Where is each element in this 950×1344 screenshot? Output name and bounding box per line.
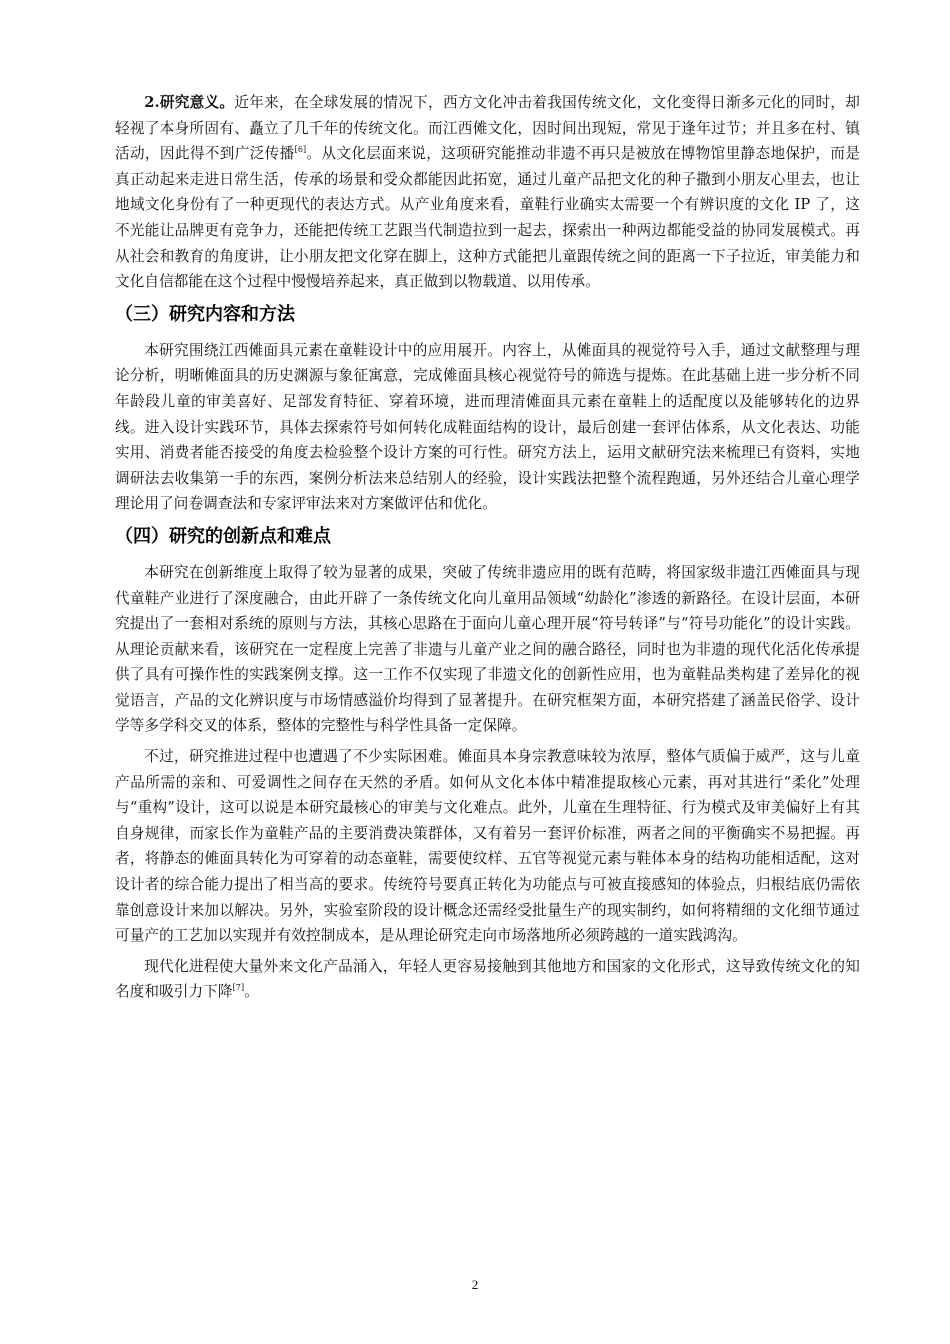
paragraph-research-significance: [115, 90, 860, 295]
page-content: [115, 90, 860, 1010]
paragraph-lead-label: 2.研究意义。: [144, 94, 235, 111]
paragraph-innovation: 本研究在创新维度上取得了较为显著的成果，突破了传统非遗应用的既有范畴，将国家级非遗江西傩面具与现代童鞋产业进行了深度融合，由此开辟了一条传统文化向儿童用品领域“幼龄化”渗透的新路径。在设计层面，本研究提出了一套相对系统的原则与方法，其核心思路在于面向儿童心理开展“符号转译”与“符号功能化”的设计实践。从理论贡献来看，该研究在一定程度上完善了非遗与儿童产业之间的融合路径，同时也为非遗的现代化活化传承提供了具有可操作性的实践案例支撑。这一工作不仅实现了非遗文化的创新性应用，也为童鞋品类构建了差异化的视觉语言，产品的文化辨识度与市场情感溢价均得到了显著提升。在研究框架方面，本研究搭建了涵盖民俗学、设计学等多学科交叉的体系，整体的完整性与科学性具备一定保障。: [115, 563, 860, 735]
paragraph-text: 。从文化层面来说，这项研究能推动非遗不再只是被放在博物馆里静态地保护，而是真正动起来走进日常生活，传承的场景和受众都能因此拓宽，通过儿童产品把文化的种子撒到小朋友心里去，也让地域文化身份有了一种更现代的表达方式。从产业角度来看，童鞋行业确实太需要一个有辨识度的文化 IP 了，这不光能让品牌更有竞争力，还能把传统工艺跟当代制造拉到一起去，探索出一种两边都能受益的协同发展模式。再从社会和教育的角度讲，让小朋友把文化穿在脚上，这种方式能把儿童跟传统之间的距离一下子拉近，审美能力和文化自信都能在这个过程中慢慢培养起来，真正做到以物载道、以用传承。: [115, 145, 861, 291]
section-heading-innovation: （四）研究的创新点和难点: [115, 525, 331, 547]
paragraph-research-content: 本研究围绕江西傩面具元素在童鞋设计中的应用展开。内容上，从傩面具的视觉符号入手，通过文献整理与理论分析，明晰傩面具的历史渊源与象征寓意，完成傩面具核心视觉符号的筛选与提炼。在此基础上进一步分析不同年龄段儿童的审美喜好、足部发育特征、穿着环境，进而理清傩面具元素在童鞋上的适配度以及能够转化的边界线。进入设计实践环节，具体去探索符号如何转化成鞋面结构的设计，最后创建一套评估体系，从文化表达、功能实用、消费者能否接受的角度去检验整个设计方案的可行性。研究方法上，运用文献研究法来梳理已有资料，实地调研法去收集第一手的东西，案例分析法来总结别人的经验，设计实践法把整个流程跑通，另外还结合儿童心理学理论用了问卷调查法和专家评审法来对方案做评估和优化。: [115, 341, 860, 513]
paragraph-text: 。: [244, 983, 259, 1001]
section-heading-research-content: （三）研究内容和方法: [115, 303, 295, 325]
paragraph-modernization: [115, 954, 860, 1005]
paragraph-text: 现代化进程使大量外来文化产品涌入，年轻人更容易接触到其他地方和国家的文化形式，这导致传统文化的知名度和吸引力下降: [115, 957, 860, 1001]
citation-marker: [7]: [232, 983, 245, 993]
citation-marker: [6]: [294, 145, 307, 155]
paragraph-text: 近年来，在全球发展的情况下，西方文化冲击着我国传统文化，文化变得日渐多元化的同时，却轻视了本身所固有、矗立了几千年的传统文化。而江西傩文化，因时间出现短，常见于逢年过节；并且多在村、镇活动，因此得不到广泛传播: [115, 94, 860, 163]
page-number: 2: [471, 1277, 479, 1292]
paragraph-difficulties: 不过，研究推进过程中也遭遇了不少实际困难。傩面具本身宗教意味较为浓厚，整体气质偏于威严，这与儿童产品所需的亲和、可爱调性之间存在天然的矛盾。如何从文化本体中精准提取核心元素，再对其进行“柔化”处理与“重构”设计，这可以说是本研究最核心的审美与文化难点。此外，儿童在生理特征、行为模式及审美偏好上有其自身规律，而家长作为童鞋产品的主要消费决策群体，又有着另一套评价标准，两者之间的平衡确实不易把握。再者，将静态的傩面具转化为可穿着的动态童鞋，需要使纹样、五官等视觉元素与鞋体本身的结构功能相适配，这对设计者的综合能力提出了相当高的要求。传统符号要真正转化为功能点与可被直接感知的体验点，归根结底仍需依靠创意设计来加以解决。另外，实验室阶段的设计概念还需经受批量生产的现实制约，如何将精细的文化细节通过可量产的工艺加以实现并有效控制成本，是从理论研究走向市场落地所必须跨越的一道实践鸿沟。: [115, 748, 860, 945]
